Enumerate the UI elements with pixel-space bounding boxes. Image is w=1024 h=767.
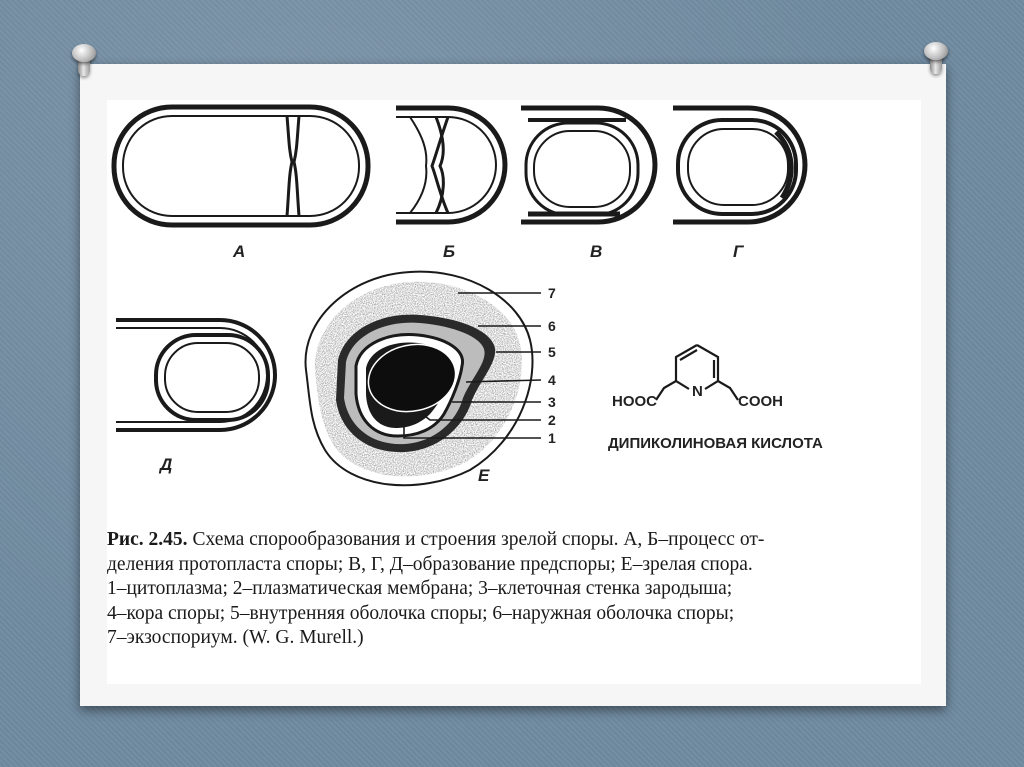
layer-label-4: 4	[548, 372, 556, 388]
layer-label-3: 3	[548, 394, 556, 410]
layer-label-1: 1	[548, 430, 556, 446]
label-v: В	[590, 242, 603, 261]
caption-line-4: 4–кора споры; 5–внутренняя оболочка споры; 6–наружная оболочка споры;	[107, 602, 735, 624]
layer-label-2: 2	[548, 412, 556, 428]
label-e: Е	[478, 466, 490, 485]
label-a: А	[233, 242, 246, 261]
label-g: Г	[733, 242, 744, 261]
caption-line-2: деления протопласта споры; В, Г, Д–образование предспоры; Е–зрелая спора.	[107, 553, 753, 575]
label-d: Д	[160, 455, 173, 474]
caption-line-5: 7–экзоспориум. (W. G. Murell.)	[107, 627, 364, 648]
nitrogen-atom: N	[692, 383, 703, 400]
layer-label-7: 7	[548, 285, 556, 301]
figure-caption	[107, 528, 929, 651]
caption-line-1: Рис. 2.45. Схема спорообразования и строения зрелой споры. А, Б–процесс от-	[107, 529, 765, 550]
label-b: Б	[443, 242, 456, 261]
caption-prefix: Рис. 2.45.	[107, 529, 188, 550]
layer-label-5: 5	[548, 344, 556, 360]
hooc-group: HOOC	[612, 393, 657, 410]
compound-name: ДИПИКОЛИНОВАЯ КИСЛОТА	[608, 435, 823, 452]
caption-line-3: 1–цитоплазма; 2–плазматическая мембрана; 3–клеточная стенка зародыша;	[107, 578, 733, 599]
cooh-group: COOH	[738, 393, 783, 410]
layer-label-6: 6	[548, 318, 556, 334]
